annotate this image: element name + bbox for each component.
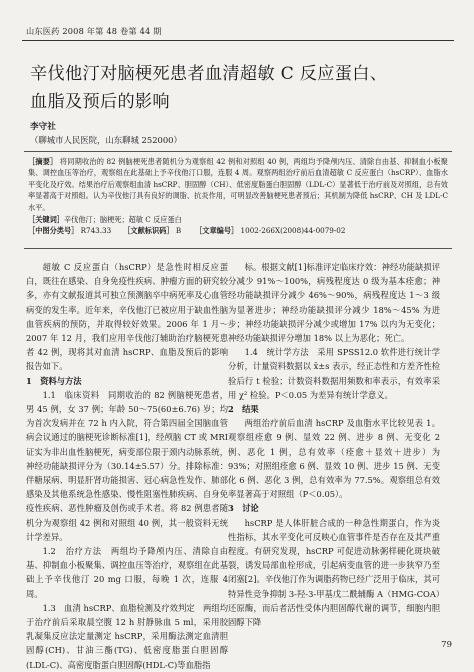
- right-paragraph: 标。根据文献[1]标准评定临床疗效：神经功能缺损评分减少 91%～100%，病残程度达 0 级为基本痊愈；神经功能缺损评分减少 46%～90%，病残程度达 1～3 级为显著进步；神经功能缺损评分减少 18%～45% 为进步；神经功能缺损评分减少或增加 17% 以内为无变化；神经功能缺损评分增加 18% 以上为恶化；死亡。: [228, 262, 440, 344]
- page-number: 79: [441, 640, 452, 650]
- left-paragraph: 超敏 C 反应蛋白（hsCRP）是急性时相反应蛋白，既往在感染、自身免疫性疾病、肿瘤方面的研究较多，亦有文献报道其可独立预测脑卒中病死率及心血管病变的发生率。近年来，辛伐他汀已被应用于缺血性脑血管疾病的预防，并取得较好效果。2006 年 1 月～2007 年 12 月，我们应用辛伐他汀辅助治疗脑梗死患者 42 例，现将其对血清 hsCRP、血脂及预后的影响报告如下。: [26, 262, 228, 372]
- clc-value: R743.33: [80, 226, 112, 236]
- left-paragraph: 1.2 治疗方法 两组均予降颅内压、清除自由基、抑制血小板聚集、调控血压等治疗，观察组在此基础上予辛伐他汀 20 mg 口服，每晚 1 次，连服 4 周。: [26, 546, 228, 599]
- author: 李守社: [30, 122, 56, 132]
- title-line-2: 血脂及预后的影响: [30, 92, 170, 112]
- doc-code-value: B: [175, 226, 182, 236]
- keywords: [28, 214, 448, 225]
- abstract-text: 将同期收治的 82 例脑梗死患者随机分为观察组 42 例和对照组 40 例，两组均予降颅内压、清除自由基、抑制血小板聚集、调控血压等治疗，观察组在此基础上予辛伐他汀口服，连服 4 周。观察两组治疗前后血清超敏 C 反应蛋白（hsCRP）、血脂水平变化及疗效。结果治疗后观察组血清 hsCRP、胆固醇（CH）、低密度脂蛋白胆固醇（LDL-C）显著低于治疗前及对照组，总有效率显著高于对照组。认为辛伐他汀具有良好的调脂、抗炎作用，可明显改善脑梗死患者预后；其机制为降低 hsCRP、CH 及 LDL-C 水平。: [28, 157, 448, 212]
- article-number-value: 1002-266X(2008)44-0079-02: [240, 226, 346, 236]
- journal-header: 山东医药 2008 年第 48 卷第 44 期: [26, 26, 162, 36]
- clc-label: ［中图分类号］: [28, 226, 79, 236]
- left-paragraph: 1.1 临床资料 同期收治的 82 例脑梗死患者，男 45 例，女 37 例；年龄 50～75(60±6.76) 岁；均为首次发病并在 72 h 内入院，符合第四届全国脑血管病会议通过的脑梗死诊断标准[1]，经颅脑 CT 或 MRI 证实为非出血性脑梗死，病变部位限于颈内动脉系统，神经功能缺损评分为（30.14±5.57）分。排除标准：伴糖尿病、明显肝肾功能损害、冠心病急性发作、肺部感染及其他系统急性感染、慢性阻塞性肺疾病、自身免疫性疾病、恶性肿瘤及创伤或手术者。将 82 例患者随机分为观察组 42 例和对照组 40 例，其一般资料无统计学差异。: [26, 389, 228, 542]
- right-paragraph: hsCRP 是人体肝脏合成的一种急性期蛋白，作为炎性指标，其水平变化可反映心血管事件是否存在及其严重程度。有研究发现，hsCRP 可促进动脉粥样硬化斑块破裂，诱发局部血栓形成，引起病变血管的进一步狭窄乃至闭塞[2]。辛伐他汀作为调脂药物已经广泛用于临床，其可特异性竞争抑制 3-羟-3-甲基戊二酰辅酶 A（HMG-COA）还原酶，而后者活性受体内胆固醇代谢的调节，细胞内胆固醇下降: [228, 517, 440, 628]
- left-paragraph: 1.3 血清 hsCRP、血脂检测及疗效判定 两组均于治疗前后采取晨空腹 12 h 肘静脉血 5 ml，采用胶乳凝集反应法定量测定 hsCRP，采用酶法测定血清胆固醇(CH)、甘油三酯(TG)、低密度脂蛋白胆固醇(LDL-C)、高密度脂蛋白胆固醇(HDL-C)等血脂指: [26, 602, 228, 670]
- article-title: [30, 60, 387, 116]
- classification-line: [28, 225, 448, 236]
- keywords-text: 辛伐他汀；脑梗死；超敏 C 反应蛋白: [63, 215, 182, 225]
- left-column: [26, 260, 228, 672]
- right-paragraph: 两组治疗前后血清 hsCRP 及血脂水平比较见表 1。观察组痊愈 9 例、显效 22 例、进步 8 例、无变化 2 例、恶化 1 例，总有效率（痊愈＋显效＋进步）为 93%；对照组痊愈 6 例、显效 10 例、进步 15 例、无变化 6 例、恶化 3 例，总有效率为 77.5%。观察组总有效率显著高于对照组（P＜0.05）。: [228, 418, 440, 500]
- header-rule: [22, 40, 454, 41]
- left-section-heading: 1 资料与方法: [26, 375, 82, 386]
- affiliation: （聊城市人民医院，山东聊城 252000）: [30, 135, 182, 145]
- doc-code-label: ［文献标识码］: [123, 226, 174, 236]
- article-number-label: ［文章编号］: [195, 226, 239, 236]
- abstract-box: [24, 151, 452, 249]
- right-paragraph: 1.4 统计学方法 采用 SPSS12.0 软件进行统计学分析，计量资料数据以 x̄±s 表示，经正态性和方差齐性检验后行 t 检验；计数资料数据用频数和率表示，有效率采用 χ² 检验。P＜0.05 为差异有统计学意义。: [228, 347, 440, 400]
- keywords-label: ［关键词］: [28, 215, 64, 225]
- right-column: [228, 260, 440, 629]
- abstract: [28, 156, 448, 213]
- title-line-1: 辛伐他汀对脑梗死患者血清超敏 C 反应蛋白、: [30, 64, 388, 84]
- right-section-heading: 3 讨论: [228, 503, 259, 514]
- right-section-heading: 2 结果: [228, 404, 259, 415]
- abstract-label: ［摘要］: [28, 157, 58, 166]
